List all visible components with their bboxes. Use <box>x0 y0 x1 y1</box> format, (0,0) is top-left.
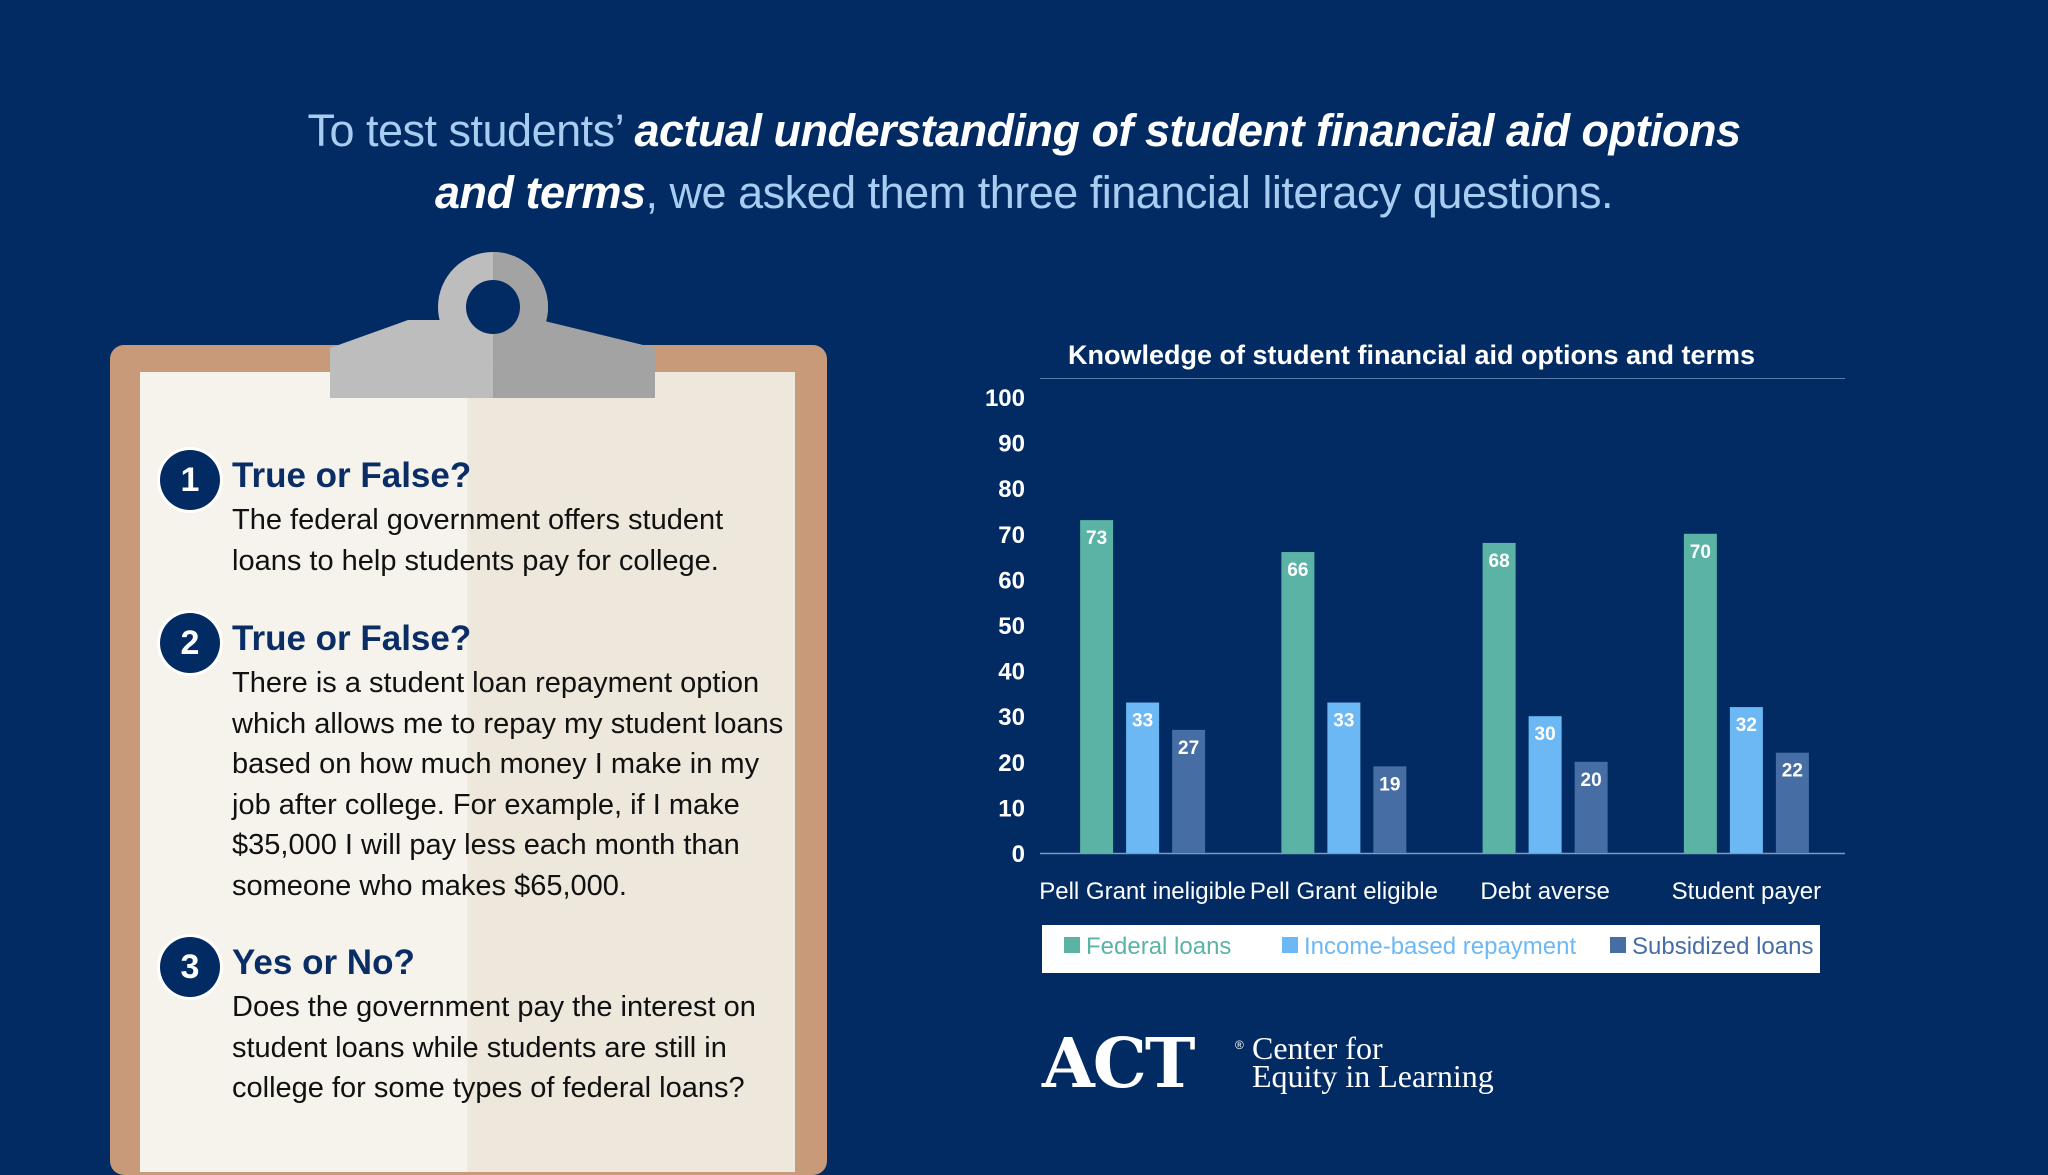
y-tick-label: 90 <box>998 430 1025 458</box>
x-tick-label: Pell Grant eligible <box>1249 878 1438 905</box>
legend-swatch <box>1282 937 1298 953</box>
question-text: Does the government pay the interest on student loans while students are still in college for some types of federal loans? <box>232 991 756 1104</box>
y-tick-label: 50 <box>998 613 1025 640</box>
data-label: 22 <box>1781 760 1803 782</box>
question-heading: True or False? <box>232 619 472 658</box>
legend-swatch <box>1064 937 1080 953</box>
headline-emphasis-2: and terms <box>434 167 646 218</box>
data-label: 30 <box>1534 724 1556 746</box>
legend-item-federal-loans <box>1064 933 1231 961</box>
data-label: 33 <box>1132 710 1154 732</box>
y-tick-label: 10 <box>998 795 1025 823</box>
y-tick-label: 70 <box>998 521 1025 549</box>
legend-item-income-based-repayment <box>1282 933 1576 961</box>
question-text: The federal government offers student loans to help students pay for college. <box>232 504 724 577</box>
headline-post: , we asked them three financial literacy questions. <box>645 167 1614 218</box>
question-heading: True or False? <box>232 456 472 495</box>
logo-subtitle-line-1: Center for <box>1252 1030 1383 1066</box>
data-label: 27 <box>1178 737 1200 759</box>
legend-swatch <box>1610 937 1626 953</box>
y-tick-label: 100 <box>984 385 1025 412</box>
y-tick-label: 20 <box>998 749 1025 777</box>
data-label: 73 <box>1086 528 1108 550</box>
legend-label: Income-based repayment <box>1304 933 1577 960</box>
chart-title: Knowledge of student financial aid options and terms <box>1068 340 1756 370</box>
x-tick-label: Debt averse <box>1480 878 1610 905</box>
x-tick-label: Pell Grant ineligible <box>1039 878 1247 905</box>
headline-emphasis-1: actual understanding of student financial aid options <box>634 105 1741 156</box>
y-tick-label: 30 <box>998 704 1025 732</box>
y-tick-label: 40 <box>998 658 1025 686</box>
logo-subtitle <box>1252 1030 1494 1094</box>
legend-label: Subsidized loans <box>1632 933 1814 960</box>
y-tick-label: 60 <box>998 567 1025 595</box>
legend-item-subsidized-loans <box>1610 933 1813 961</box>
y-tick-label: 0 <box>1011 841 1025 868</box>
logo-subtitle-line-2: Equity in Learning <box>1252 1058 1494 1094</box>
question-number-badge: 3 <box>160 937 220 997</box>
data-label: 66 <box>1287 560 1309 582</box>
logo-registered-mark: ® <box>1235 1038 1244 1052</box>
data-label: 70 <box>1689 541 1711 563</box>
data-label: 20 <box>1580 769 1602 791</box>
bar <box>1080 520 1113 853</box>
legend-label: Federal loans <box>1086 933 1232 960</box>
question-heading: Yes or No? <box>232 943 415 982</box>
chart-legend <box>1042 925 1820 973</box>
data-label: 32 <box>1735 715 1757 737</box>
question-number-badge: 1 <box>160 450 220 510</box>
x-tick-label: Student payer <box>1671 878 1822 905</box>
data-label: 68 <box>1488 550 1510 572</box>
logo-wordmark: ACT <box>1042 1024 1194 1104</box>
question-text: There is a student loan repayment option which allows me to repay my student loans based on how much money I make in my job after college. For example, if I make $35,000 I will pay less each month than someone who makes $65,000. <box>232 667 784 902</box>
bar <box>1483 543 1516 853</box>
bar <box>1684 534 1717 853</box>
headline-pre: To test students’ <box>307 105 635 156</box>
question-number-badge: 2 <box>160 613 220 673</box>
bar <box>1281 552 1314 853</box>
data-label: 19 <box>1379 774 1401 796</box>
y-tick-label: 80 <box>998 476 1025 504</box>
data-label: 33 <box>1333 710 1355 732</box>
